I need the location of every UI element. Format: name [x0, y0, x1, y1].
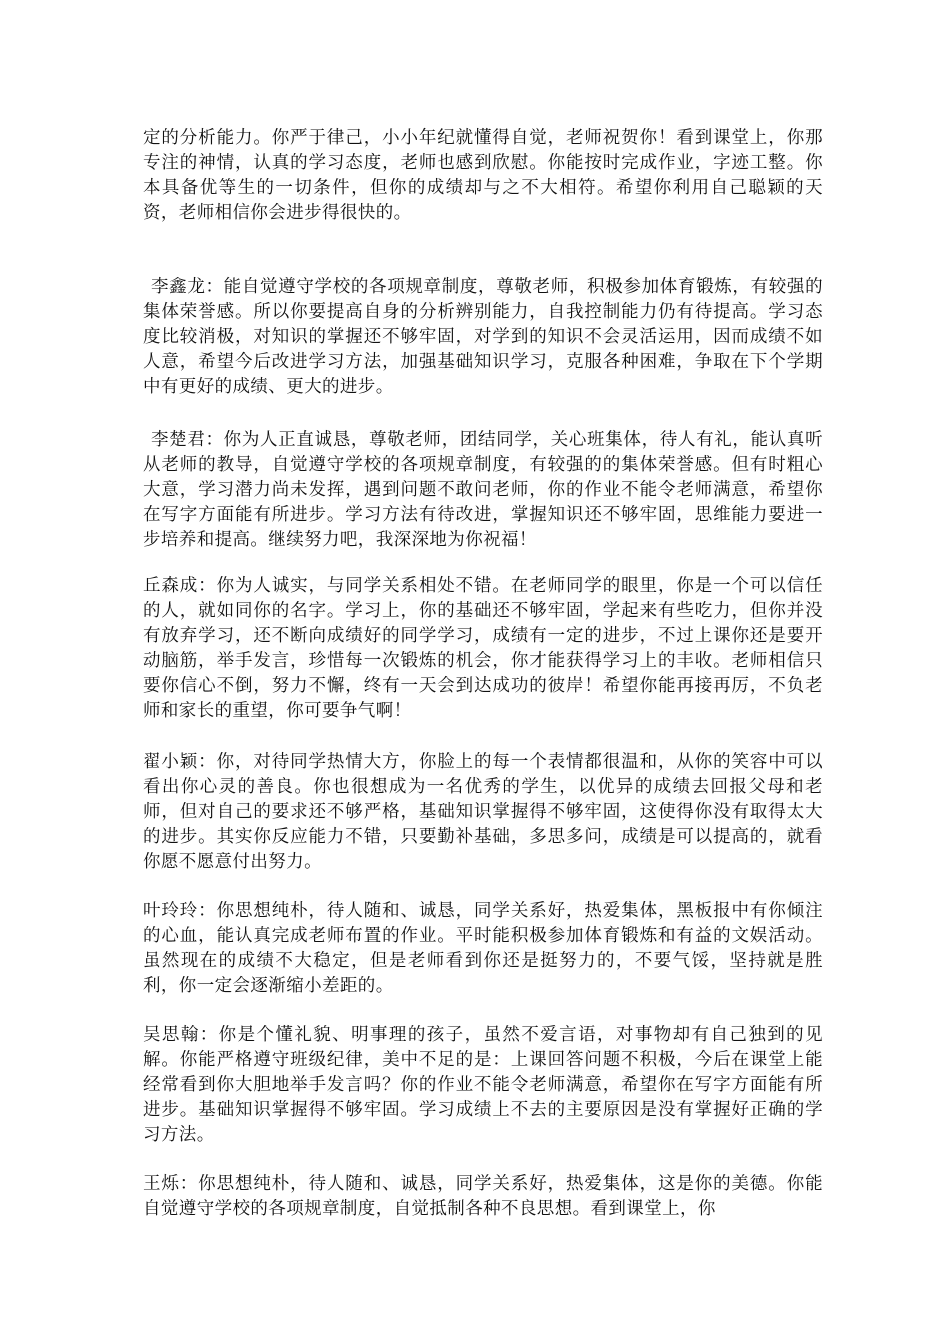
- comment-paragraph-qiu-sencheng: 丘森成：你为人诚实，与同学关系相处不错。在老师同学的眼里，你是一个可以信任的人，就如同你的名字。学习上，你的基础还不够牢固，学起来有些吃力，但你并没有放弃学习，还不断向成绩好的同学学习，成绩有一定的进步，不过上课你还是要开动脑筋，举手发言，珍惜每一次锻炼的机会，你才能获得学习上的丰收。老师相信只要你信心不倒，努力不懈，终有一天会到达成功的彼岸！希望你能再接再厉，不负老师和家长的重望，你可要争气啊！: [143, 576, 823, 721]
- comment-paragraph-intro-continuation: 定的分析能力。你严于律己，小小年纪就懂得自觉，老师祝贺你！看到课堂上，你那专注的神情，认真的学习态度，老师也感到欣慰。你能按时完成作业，字迹工整。你本具备优等生的一切条件，但你的成绩却与之不大相符。希望你利用自己聪颖的天资，老师相信你会进步得很快的。: [143, 128, 823, 223]
- comment-paragraph-ye-lingling: 叶玲玲：你思想纯朴，待人随和、诚恳，同学关系好，热爱集体，黑板报中有你倾注的心血，能认真完成老师布置的作业。平时能积极参加体育锻炼和有益的文娱活动。虽然现在的成绩不大稳定，但是老师看到你还是挺努力的，不要气馁，坚持就是胜利，你一定会逐渐缩小差距的。: [143, 901, 823, 996]
- comment-paragraph-wang-shuo: 王烁：你思想纯朴，待人随和、诚恳，同学关系好，热爱集体，这是你的美德。你能自觉遵守学校的各项规章制度，自觉抵制各种不良思想。看到课堂上，你: [143, 1174, 823, 1219]
- comment-paragraph-wu-sihan: 吴思翰：你是个懂礼貌、明事理的孩子，虽然不爱言语，对事物却有自己独到的见解。你能严格遵守班级纪律，美中不足的是：上课回答问题不积极，今后在课堂上能经常看到你大胆地举手发言吗？你的作业不能令老师满意，希望你在写字方面能有所进步。基础知识掌握得不够牢固。学习成绩上不去的主要原因是没有掌握好正确的学习方法。: [143, 1025, 823, 1145]
- comment-paragraph-li-chujun: 李楚君：你为人正直诚恳，尊敬老师，团结同学，关心班集体，待人有礼，能认真听从老师的教导，自觉遵守学校的各项规章制度，有较强的的集体荣誉感。但有时粗心大意，学习潜力尚未发挥，遇到问题不敢问老师，你的作业不能令老师满意，希望你在写字方面能有所进步。学习方法有待改进，掌握知识还不够牢固，思维能力要进一步培养和提高。继续努力吧，我深深地为你祝福！: [143, 430, 823, 550]
- comment-paragraph-li-xinlong: 李鑫龙：能自觉遵守学校的各项规章制度，尊敬老师，积极参加体育锻炼，有较强的集体荣誉感。所以你要提高自身的分析辨别能力，自我控制能力仍有待提高。学习态度比较消极，对知识的掌握还不够牢固，对学到的知识不会灵活运用，因而成绩不如人意，希望今后改进学习方法，加强基础知识学习，克服各种困难，争取在下个学期中有更好的成绩、更大的进步。: [143, 277, 823, 397]
- comment-paragraph-zhai-xiaoying: 翟小颖：你，对待同学热情大方，你脸上的每一个表情都很温和，从你的笑容中可以看出你心灵的善良。你也很想成为一名优秀的学生，以优异的成绩去回报父母和老师，但对自己的要求还不够严格，基础知识掌握得不够牢固，这使得你没有取得太大的进步。其实你反应能力不错，只要勤补基础，多思多问，成绩是可以提高的，就看你愿不愿意付出努力。: [143, 752, 823, 872]
